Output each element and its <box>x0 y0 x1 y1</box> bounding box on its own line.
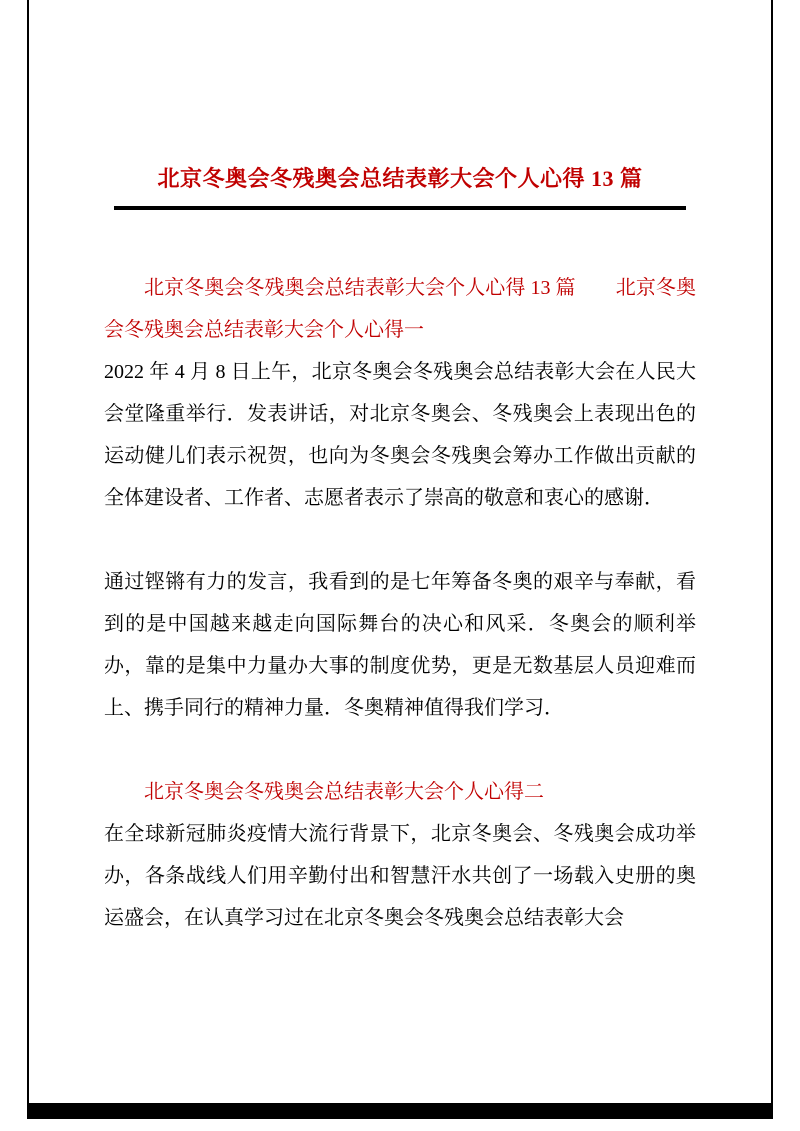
blank-line <box>104 519 696 561</box>
paragraph-heading-part2: 北京冬奥会冬残奥会总结表彰大会个人心得二 <box>144 781 544 803</box>
document-title: 北京冬奥会冬残奥会总结表彰大会个人心得 13 篇 <box>157 166 643 191</box>
paragraph-heading-part1: 北京冬奥会冬残奥会总结表彰大会个人心得 13 篇 北京冬奥会冬残奥会总结表彰大会个人心得一 <box>104 277 696 341</box>
paragraph-body-1: 2022 年 4 月 8 日上午，北京冬奥会冬残奥会总结表彰大会在人民大会堂隆重举行．发表讲话，对北京冬奥会、冬残奥会上表现出色的运动健儿们表示祝贺，也向为冬奥会冬残奥会筹办工作做出贡献的全体建设者、工作者、志愿者表示了崇高的敬意和衷心的感谢． <box>104 361 696 509</box>
blank-line <box>104 729 696 771</box>
paragraph-body-3: 在全球新冠肺炎疫情大流行背景下，北京冬奥会、冬残奥会成功举办，各条战线人们用辛勤付出和智慧汗水共创了一场载入史册的奥运盛会，在认真学习过在北京冬奥会冬残奥会总结表彰大会 <box>104 823 696 929</box>
page-border-left <box>27 0 29 1103</box>
title-divider <box>114 206 686 210</box>
document-content <box>104 0 696 939</box>
document-body <box>104 267 696 939</box>
page-border-right <box>771 0 773 1103</box>
paragraph-body-2: 通过铿锵有力的发言，我看到的是七年筹备冬奥的艰辛与奉献，看到的是中国越来越走向国际舞台的决心和风采．冬奥会的顺利举办，靠的是集中力量办大事的制度优势，更是无数基层人员迎难而上、携手同行的精神力量．冬奥精神值得我们学习． <box>104 571 696 719</box>
page-border-bottom <box>27 1103 773 1119</box>
